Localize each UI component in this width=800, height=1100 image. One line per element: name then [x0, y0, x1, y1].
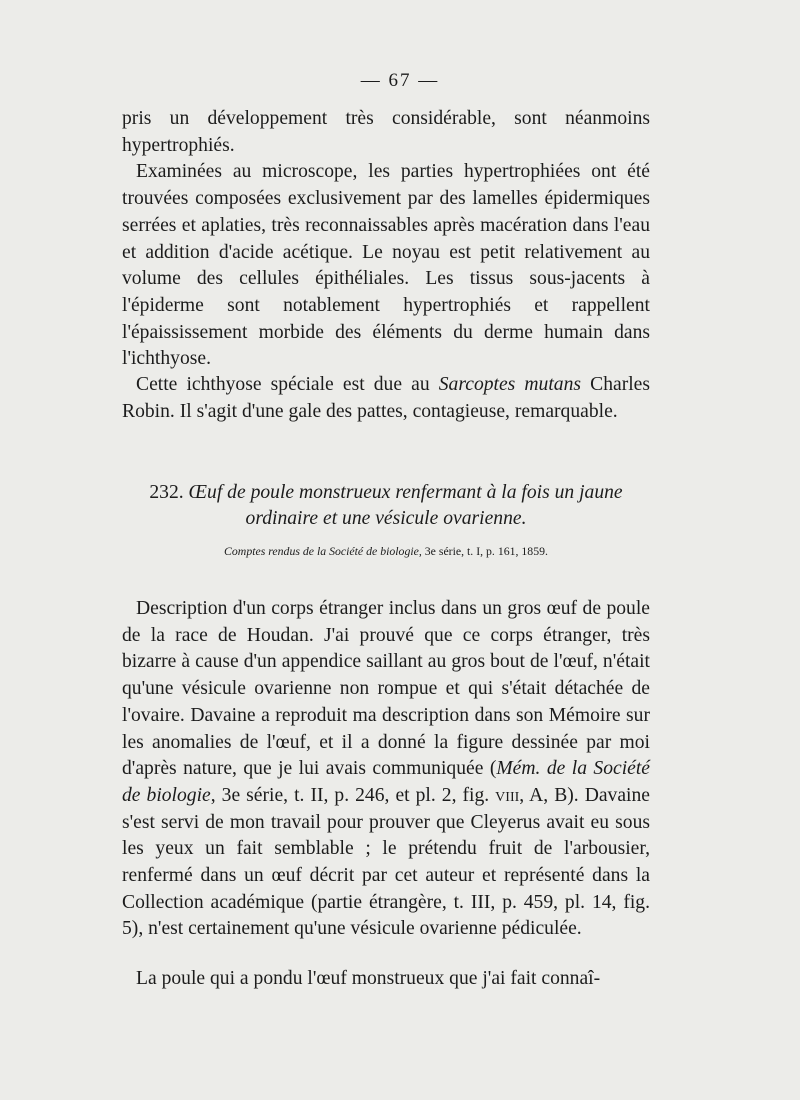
paragraph-final [122, 966, 650, 993]
citation [122, 543, 650, 559]
species-name: Sarcoptes mutans [438, 374, 582, 395]
section-title: Œuf de poule monstrueux renfermant à la fois un jaune ordinaire et une vésicule ovarienne. [188, 482, 623, 529]
page-number: — 67 — [360, 70, 440, 91]
citation-details: 3e série, t. I, p. 161, 1859. [424, 544, 548, 558]
paragraph-final-text: La poule qui a pondu l'œuf monstrueux que j'ai fait connaî- [136, 968, 601, 989]
text-segment: , 3e série, t. II, p. 246, et pl. 2, fig. [210, 784, 496, 806]
paragraph-hypertrophy [122, 106, 650, 373]
section-number: 232. [149, 482, 184, 503]
journal-reference: Mém. de la Société de biologie [122, 758, 650, 806]
paragraph-sarcoptes [122, 372, 650, 425]
text-segment: Cette ichthyose spéciale est due au [136, 374, 439, 395]
figure-numeral: viii [495, 784, 520, 806]
paragraph-continuation: pris un développement très considérable, sont néanmoins hypertrophiés. [122, 108, 650, 156]
paragraph-description [122, 596, 650, 943]
section-heading [122, 480, 650, 532]
text-segment: Charles Robin. Il s'agit d'une gale des pattes, contagieuse, remarquable. [122, 374, 650, 422]
text-segment: , A, B). Davaine s'est servi de mon travail pour prouver que Cleyerus avait eu sous les yeux un fait semblable ; le prétendu fruit de l'arbousier, renfermé dans un œuf décrit par cet auteur et représenté dans la Collection académique (partie étrangère, t. III, p. 459, pl. 14, fig. 5), n'est certainement qu'une vésicule ovarienne pédiculée. [122, 784, 650, 940]
paragraph-microscope: Examinées au microscope, les parties hypertrophiées ont été trouvées composées exclusivement par des lamelles épidermiques serrées et aplaties, très reconnaissables après macération dans l'eau et addition d'acide acétique. Le noyau est petit relativement au volume des cellules épithéliales. Les tissus sous-jacents à l'épiderme sont notablement hypertrophiés et rappellent l'épaississement morbide des éléments du derme humain dans l'ichthyose. [122, 161, 650, 370]
text-segment: Description d'un corps étranger inclus dans un gros œuf de poule de la race de Houdan. J'ai prouvé que ce corps étranger, très bizarre à cause d'un appendice saillant au gros bout de l'œuf, n'était qu'une vésicule ovarienne non rompue et qui s'était détachée de l'ovaire. Davaine a reproduit ma description dans son Mémoire sur les anomalies de l'œuf, et il a donné la figure dessinée par moi d'après nature, que je lui avais communiquée ( [122, 598, 650, 780]
citation-journal: Comptes rendus de la Société de biologie, [224, 544, 422, 558]
